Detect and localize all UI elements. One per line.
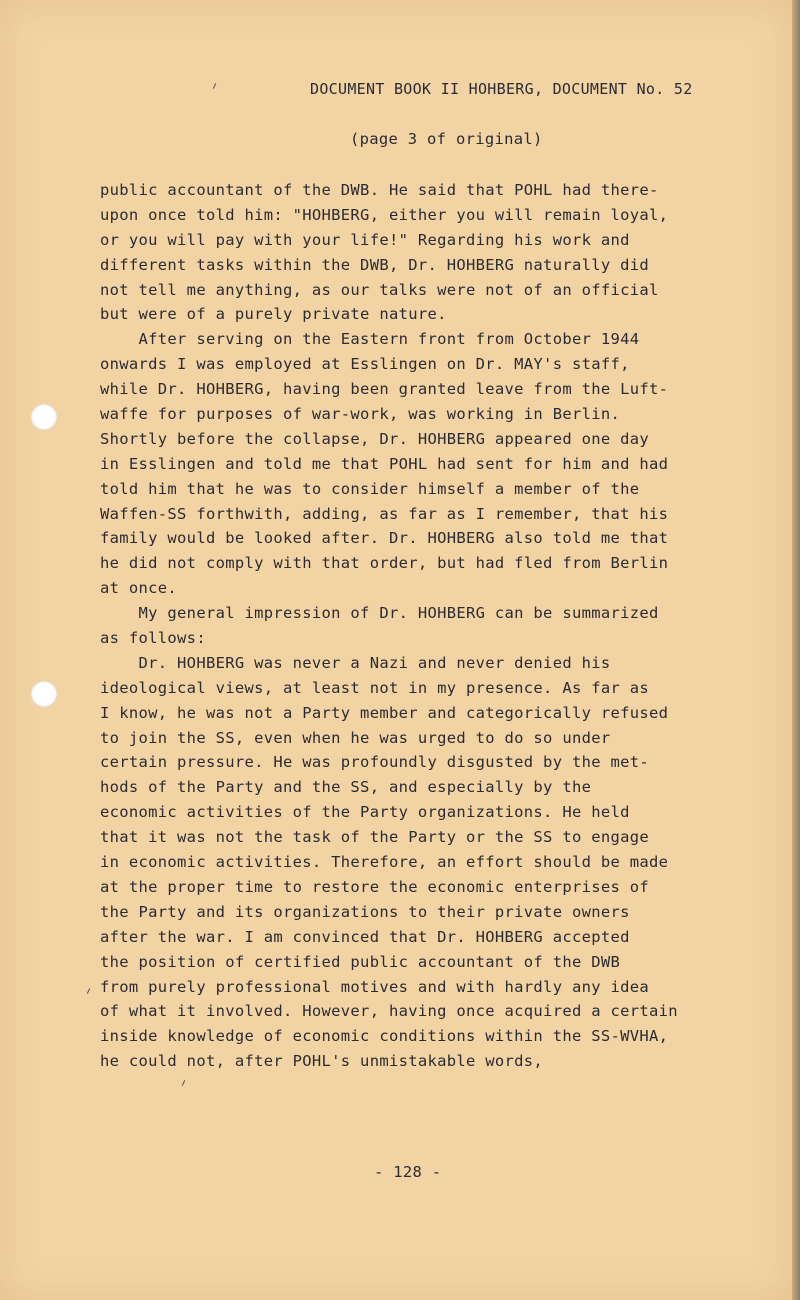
- text-line: in economic activities. Therefore, an effort should be made: [100, 853, 669, 872]
- pen-mark: [87, 988, 90, 994]
- text-line: economic activities of the Party organizations. He held: [100, 803, 630, 822]
- text-line: he did not comply with that order, but had fled from Berlin: [100, 554, 669, 573]
- text-line: he could not, after POHL's unmistakable words,: [100, 1052, 544, 1071]
- text-line: but were of a purely private nature.: [100, 305, 447, 324]
- text-line: family would be looked after. Dr. HOHBERG also told me that: [100, 529, 669, 548]
- text-line: inside knowledge of economic conditions within the SS-WVHA,: [100, 1027, 669, 1046]
- text-line: from purely professional motives and with hardly any idea: [100, 977, 650, 996]
- text-line: After serving on the Eastern front from October 1944: [100, 330, 640, 349]
- text-line: in Esslingen and told me that POHL had sent for him and had: [100, 454, 669, 473]
- text-line: after the war. I am convinced that Dr. HOHBERG accepted: [100, 927, 630, 946]
- text-line: Shortly before the collapse, Dr. HOHBERG appeared one day: [100, 429, 650, 448]
- text-line: Dr. HOHBERG was never a Nazi and never denied his: [100, 653, 611, 672]
- text-line: of what it involved. However, having once acquired a certain: [100, 1002, 678, 1021]
- punch-hole-top: [31, 404, 57, 430]
- page-number: - 128 -: [374, 1163, 442, 1181]
- text-line: the position of certified public accountant of the DWB: [100, 952, 621, 971]
- text-line: certain pressure. He was profoundly disgusted by the met-: [100, 753, 650, 772]
- text-line: that it was not the task of the Party or the SS to engage: [100, 828, 650, 847]
- page-reference: (page 3 of original): [350, 130, 543, 148]
- punch-hole-bottom: [31, 681, 57, 707]
- text-line: onwards I was employed at Esslingen on Dr. MAY's staff,: [100, 355, 630, 374]
- text-line: the Party and its organizations to their private owners: [100, 902, 630, 921]
- text-line: as follows:: [100, 629, 206, 648]
- text-line: different tasks within the DWB, Dr. HOHBERG naturally did: [100, 255, 650, 274]
- text-line: or you will pay with your life!" Regarding his work and: [100, 230, 630, 249]
- document-header: DOCUMENT BOOK II HOHBERG, DOCUMENT No. 52: [310, 80, 693, 98]
- text-line: waffe for purposes of war-work, was working in Berlin.: [100, 405, 621, 424]
- page-edge: [792, 0, 800, 1300]
- text-line: to join the SS, even when he was urged to do so under: [100, 728, 611, 747]
- pen-mark: [182, 1080, 185, 1086]
- document-body: [100, 178, 740, 1074]
- text-line: not tell me anything, as our talks were not of an official: [100, 280, 659, 299]
- text-line: ideological views, at least not in my presence. As far as: [100, 678, 650, 697]
- text-line: hods of the Party and the SS, and especially by the: [100, 778, 592, 797]
- text-line: upon once told him: "HOHBERG, either you will remain loyal,: [100, 205, 669, 224]
- text-line: Waffen-SS forthwith, adding, as far as I remember, that his: [100, 504, 669, 523]
- text-line: I know, he was not a Party member and categorically refused: [100, 703, 669, 722]
- text-line: while Dr. HOHBERG, having been granted leave from the Luft-: [100, 380, 669, 399]
- text-line: at the proper time to restore the economic enterprises of: [100, 877, 650, 896]
- text-line: My general impression of Dr. HOHBERG can be summarized: [100, 604, 659, 623]
- pen-mark: [213, 83, 216, 89]
- text-line: at once.: [100, 579, 178, 598]
- text-line: told him that he was to consider himself a member of the: [100, 479, 640, 498]
- text-line: public accountant of the DWB. He said that POHL had there-: [100, 181, 659, 199]
